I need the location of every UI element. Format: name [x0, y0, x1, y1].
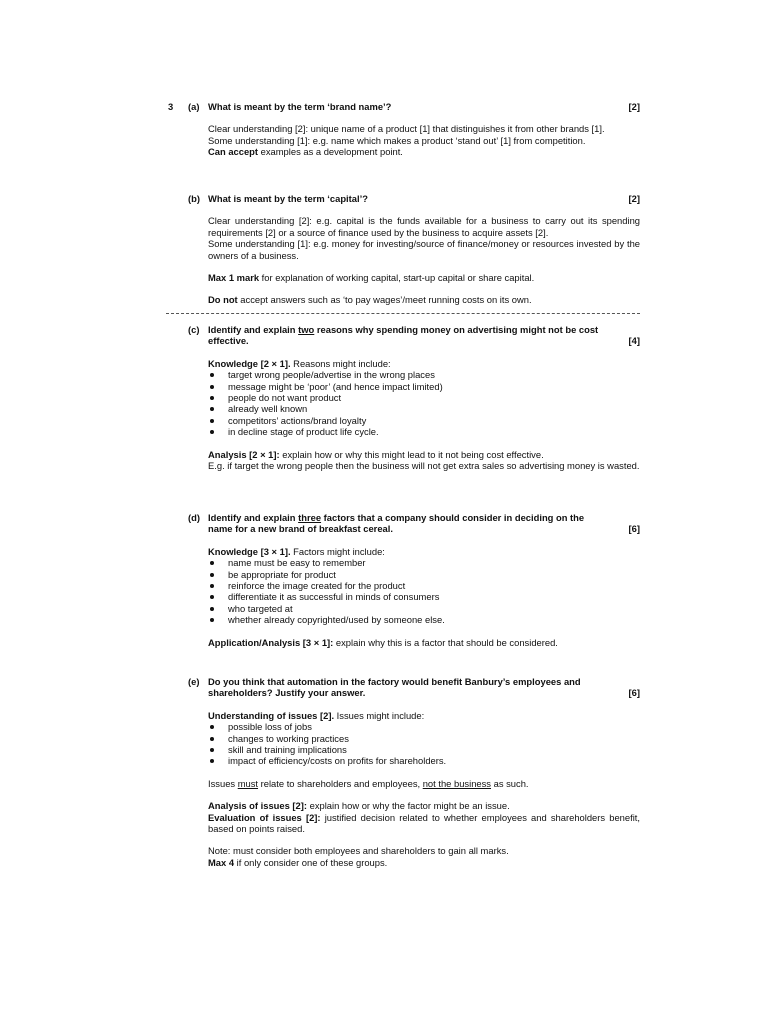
list-item: target wrong people/advertise in the wrong places	[208, 369, 640, 380]
list-item: people do not want product	[208, 392, 640, 403]
part-e-question-text: Do you think that automation in the factory would benefit Banbury’s employees and shareholders? Justify your answer.	[208, 676, 581, 699]
part-d-knowledge-bold: Knowledge [3 × 1].	[208, 545, 291, 557]
part-b	[188, 193, 640, 306]
part-c-marks: [4]	[628, 335, 640, 347]
part-d-title-underlined: three	[298, 512, 322, 523]
part-b-clear-understanding: Clear understanding [2]: e.g. capital is the funds available for a business to carry out its spending requirements [2] or a source of finance used by the business to acquire assets [2].	[208, 215, 640, 238]
part-e-evaluation-rest: justified decision related to whether employees and shareholders benefit, based on points raised.	[208, 811, 640, 835]
part-a-question	[208, 101, 640, 112]
part-d-title-pre: Identify and explain	[208, 512, 299, 523]
part-d-title-post: factors that a company should consider in deciding on the name for a new brand of breakfast cereal.	[208, 512, 585, 535]
part-b-max-rest: for explanation of working capital, start-up capital or share capital.	[259, 272, 535, 284]
part-e	[188, 676, 640, 868]
part-e-analysis-bold: Analysis of issues [2]:	[208, 800, 307, 812]
list-item: competitors’ actions/brand loyalty	[208, 415, 640, 426]
part-e-max-rest: if only consider one of these groups.	[234, 856, 388, 868]
part-c-title-pre: Identify and explain	[208, 324, 299, 335]
part-c-analysis-rest: explain how or why this might lead to it not being cost effective.	[279, 448, 544, 460]
part-c-analysis-bold: Analysis [2 × 1]:	[208, 448, 280, 460]
part-e-max-note	[208, 857, 640, 868]
part-b-letter: (b)	[188, 193, 200, 204]
part-d-analysis-rest: explain why this is a factor that should be considered.	[333, 636, 558, 648]
question-number: 3	[168, 101, 174, 112]
part-b-question-text: What is meant by the term ‘capital’?	[208, 193, 368, 204]
part-c-knowledge-rest: Reasons might include:	[290, 357, 391, 369]
part-e-issues-not-business: not the business	[422, 777, 491, 789]
part-b-max-bold: Max 1 mark	[208, 272, 260, 284]
part-e-issues-note	[208, 778, 640, 789]
part-c-question	[208, 324, 640, 347]
part-a-letter: (a)	[188, 101, 200, 112]
part-e-understanding-rest: Issues might include:	[334, 709, 425, 721]
part-c-knowledge-bold: Knowledge [2 × 1].	[208, 357, 291, 369]
list-item: already well known	[208, 403, 640, 414]
part-e-evaluation-bold: Evaluation of issues [2]:	[208, 811, 321, 823]
part-d-knowledge-rest: Factors might include:	[290, 545, 385, 557]
list-item: message might be ‘poor’ (and hence impact limited)	[208, 381, 640, 392]
part-a-some-understanding: Some understanding [1]: e.g. name which makes a product ‘stand out’ [1] from competition.	[208, 134, 586, 146]
part-e-issues-must: must	[237, 777, 259, 789]
part-d-letter: (d)	[188, 512, 200, 523]
part-c-title-underlined: two	[298, 324, 315, 335]
part-c-reasons-list	[208, 369, 640, 437]
part-e-understanding	[208, 710, 640, 721]
list-item: in decline stage of product life cycle.	[208, 426, 640, 437]
list-item: differentiate it as successful in minds of consumers	[208, 591, 640, 602]
part-e-evaluation	[208, 812, 640, 835]
list-item: impact of efficiency/costs on profits for shareholders.	[208, 755, 640, 766]
part-c-letter: (c)	[188, 324, 200, 335]
part-e-note: Note: must consider both employees and shareholders to gain all marks.	[208, 845, 509, 857]
list-item: be appropriate for product	[208, 569, 640, 580]
part-c	[188, 324, 640, 471]
section-divider	[166, 313, 640, 314]
part-c-analysis	[208, 449, 640, 460]
part-e-letter: (e)	[188, 676, 200, 687]
part-e-issues-mid: relate to shareholders and employees,	[258, 777, 423, 789]
part-e-issues-pre: Issues	[208, 777, 238, 789]
part-b-question	[208, 193, 640, 204]
part-a-clear-understanding: Clear understanding [2]: unique name of a product [1] that distinguishes it from other brands [1].	[208, 123, 605, 135]
part-b-max-mark-note	[208, 272, 640, 283]
part-e-max-bold: Max 4	[208, 856, 235, 868]
part-a	[188, 101, 640, 158]
part-e-analysis	[208, 800, 640, 811]
part-a-accept-note	[208, 146, 640, 157]
list-item: who targeted at	[208, 603, 640, 614]
part-e-understanding-bold: Understanding of issues [2].	[208, 709, 335, 721]
part-d-question	[208, 512, 640, 535]
part-b-marks: [2]	[628, 193, 640, 204]
part-a-accept-rest: examples as a development point.	[258, 146, 403, 158]
part-c-example: E.g. if target the wrong people then the business will not get extra sales so advertising money is wasted.	[208, 460, 640, 472]
part-d-marks: [6]	[628, 523, 640, 535]
list-item: reinforce the image created for the product	[208, 580, 640, 591]
part-e-issues-list	[208, 721, 640, 767]
list-item: name must be easy to remember	[208, 557, 640, 568]
part-d-application-analysis	[208, 637, 640, 648]
part-d-factors-list	[208, 557, 640, 625]
list-item: whether already copyrighted/used by someone else.	[208, 614, 640, 625]
part-a-accept-bold: Can accept	[208, 146, 259, 158]
part-e-marks: [6]	[628, 687, 640, 699]
list-item: possible loss of jobs	[208, 721, 640, 732]
part-b-do-not-rest: accept answers such as ‘to pay wages’/meet running costs on its own.	[237, 294, 532, 306]
part-d-knowledge	[208, 546, 640, 557]
part-e-issues-post: as such.	[491, 777, 529, 789]
part-c-knowledge	[208, 358, 640, 369]
part-a-marks: [2]	[628, 101, 640, 112]
part-d	[188, 512, 640, 648]
part-e-analysis-rest: explain how or why the factor might be an issue.	[307, 800, 510, 812]
part-b-some-understanding: Some understanding [1]: e.g. money for investing/source of finance/money or resources invested by the owners of a business.	[208, 238, 640, 261]
part-c-title-post: reasons why spending money on advertising might not be cost effective.	[208, 324, 599, 347]
part-e-question	[208, 676, 640, 699]
list-item: skill and training implications	[208, 744, 640, 755]
list-item: changes to working practices	[208, 733, 640, 744]
part-b-do-not-bold: Do not	[208, 294, 238, 306]
part-a-question-text: What is meant by the term ‘brand name’?	[208, 101, 392, 112]
part-d-analysis-bold: Application/Analysis [3 × 1]:	[208, 636, 334, 648]
part-b-do-not-note	[208, 294, 640, 305]
